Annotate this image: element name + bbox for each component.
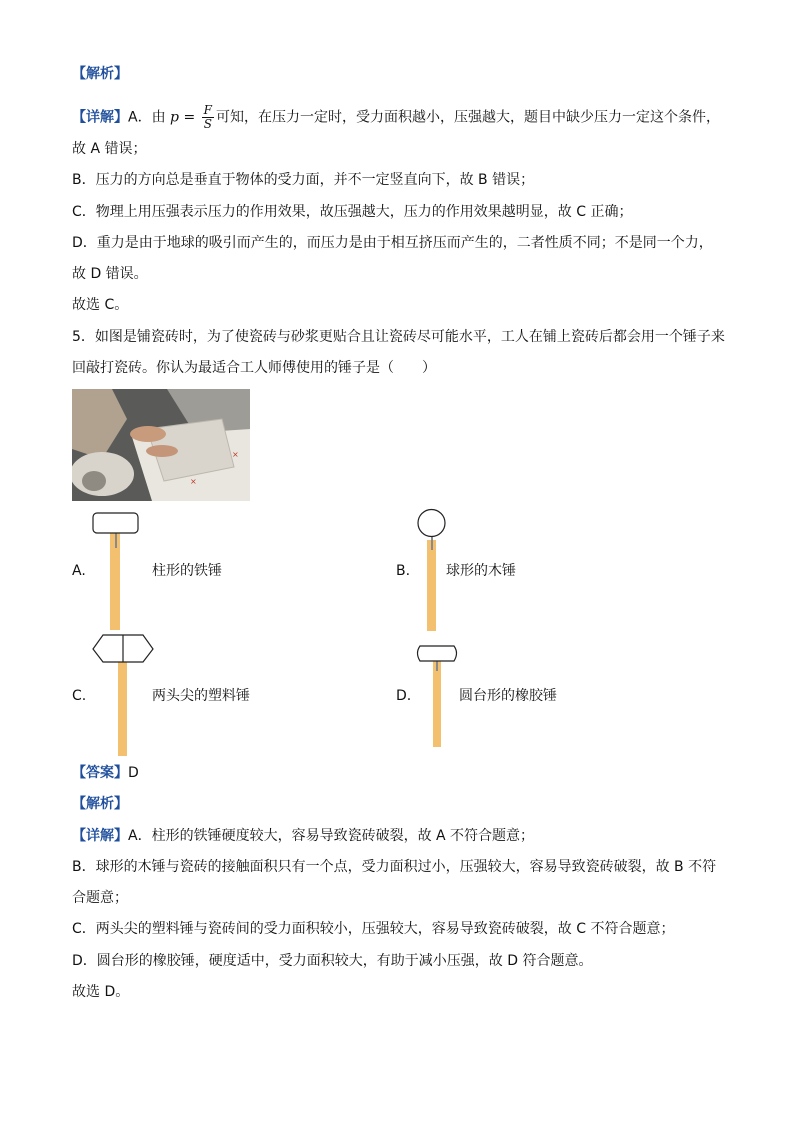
option-d-letter: D. bbox=[396, 688, 412, 704]
answer-value: D bbox=[128, 765, 139, 781]
formula-numerator: F bbox=[203, 103, 212, 117]
formula-lhs: p bbox=[170, 109, 179, 126]
formula-eq: = bbox=[183, 109, 196, 126]
detail-text-b: 可知，在压力一定时，受力面积越小，压强越大，题目中缺少压力一定这个条件， bbox=[215, 109, 720, 126]
detail-tag-2: 【详解】 bbox=[72, 828, 128, 844]
detail-line-6: 故 D 错误。 bbox=[72, 266, 148, 282]
svg-text:×: × bbox=[190, 477, 197, 486]
formula-fraction bbox=[202, 104, 214, 131]
question-line-1: 5．如图是铺瓷砖时，为了使瓷砖与砂浆更贴合且让瓷砖尽可能水平，工人在铺上瓷砖后都会用一个锤子来 bbox=[72, 329, 725, 345]
hammer-c-handle bbox=[118, 662, 127, 756]
tile-laying-photo bbox=[72, 389, 250, 501]
option-c-letter: C. bbox=[72, 688, 87, 704]
svg-text:×: × bbox=[232, 450, 239, 459]
hammer-a-head bbox=[93, 513, 138, 533]
hammer-b-head bbox=[418, 510, 445, 537]
detail2-line-4: C．两头尖的塑料锤与瓷砖间的受力面积较小，压强较大，容易导致瓷砖破裂，故 C 不符合题意； bbox=[72, 921, 675, 937]
detail-line-1 bbox=[72, 104, 720, 131]
detail2-line-2: B．球形的木锤与瓷砖的接触面积只有一个点，受力面积过小，压强较大，容易导致瓷砖破裂，故 B 不符 bbox=[72, 859, 717, 875]
detail-line-5: D．重力是由于地球的吸引而产生的，而压力是由于相互挤压而产生的，二者性质不同；不是同一个力， bbox=[72, 235, 713, 251]
hammer-d-neck bbox=[436, 661, 438, 671]
detail2-line-1 bbox=[72, 826, 534, 846]
question-line-2: 回敲打瓷砖。你认为最适合工人师傅使用的锤子是（ ） bbox=[72, 360, 436, 376]
option-a-letter: A. bbox=[72, 563, 86, 579]
hammer-a-neck bbox=[115, 532, 117, 548]
hammer-d-head bbox=[418, 646, 457, 661]
detail-line-4: C．物理上用压强表示压力的作用效果，故压强越大，压力的作用效果越明显，故 C 正确； bbox=[72, 204, 633, 220]
detail-line-2: 故 A 错误； bbox=[72, 141, 147, 157]
analysis-heading: 【解析】 bbox=[72, 66, 128, 82]
answer-tag: 【答案】 bbox=[72, 765, 128, 781]
hammer-d-handle bbox=[433, 661, 441, 747]
detail2-line-5: D．圆台形的橡胶锤，硬度适中，受力面积较大，有助于减小压强，故 D 符合题意。 bbox=[72, 953, 593, 969]
detail-text-a: A．由 bbox=[128, 109, 166, 126]
option-d-label: 圆台形的橡胶锤 bbox=[459, 688, 557, 704]
hammer-c-figure bbox=[90, 632, 156, 758]
detail2-text-1: A．柱形的铁锤硬度较大，容易导致瓷砖破裂，故 A 不符合题意； bbox=[128, 828, 535, 844]
hammer-d-figure bbox=[414, 643, 462, 749]
hammer-b-neck bbox=[431, 536, 433, 550]
detail2-line-3: 合题意； bbox=[72, 890, 128, 906]
conclusion-1: 故选 C。 bbox=[72, 297, 129, 313]
option-c-label: 两头尖的塑料锤 bbox=[152, 688, 250, 704]
hammer-b-handle bbox=[427, 540, 436, 631]
conclusion-2: 故选 D。 bbox=[72, 984, 130, 1000]
option-b-label: 球形的木锤 bbox=[446, 563, 516, 579]
analysis-heading-2: 【解析】 bbox=[72, 796, 128, 812]
answer-line bbox=[72, 763, 139, 783]
option-b-letter: B. bbox=[396, 563, 411, 579]
formula-denominator: S bbox=[203, 117, 212, 131]
hammer-a-figure bbox=[90, 510, 142, 632]
detail-line-3: B．压力的方向总是垂直于物体的受力面，并不一定竖直向下，故 B 错误； bbox=[72, 172, 535, 188]
detail-tag: 【详解】 bbox=[72, 109, 128, 126]
option-a-label: 柱形的铁锤 bbox=[152, 563, 222, 579]
